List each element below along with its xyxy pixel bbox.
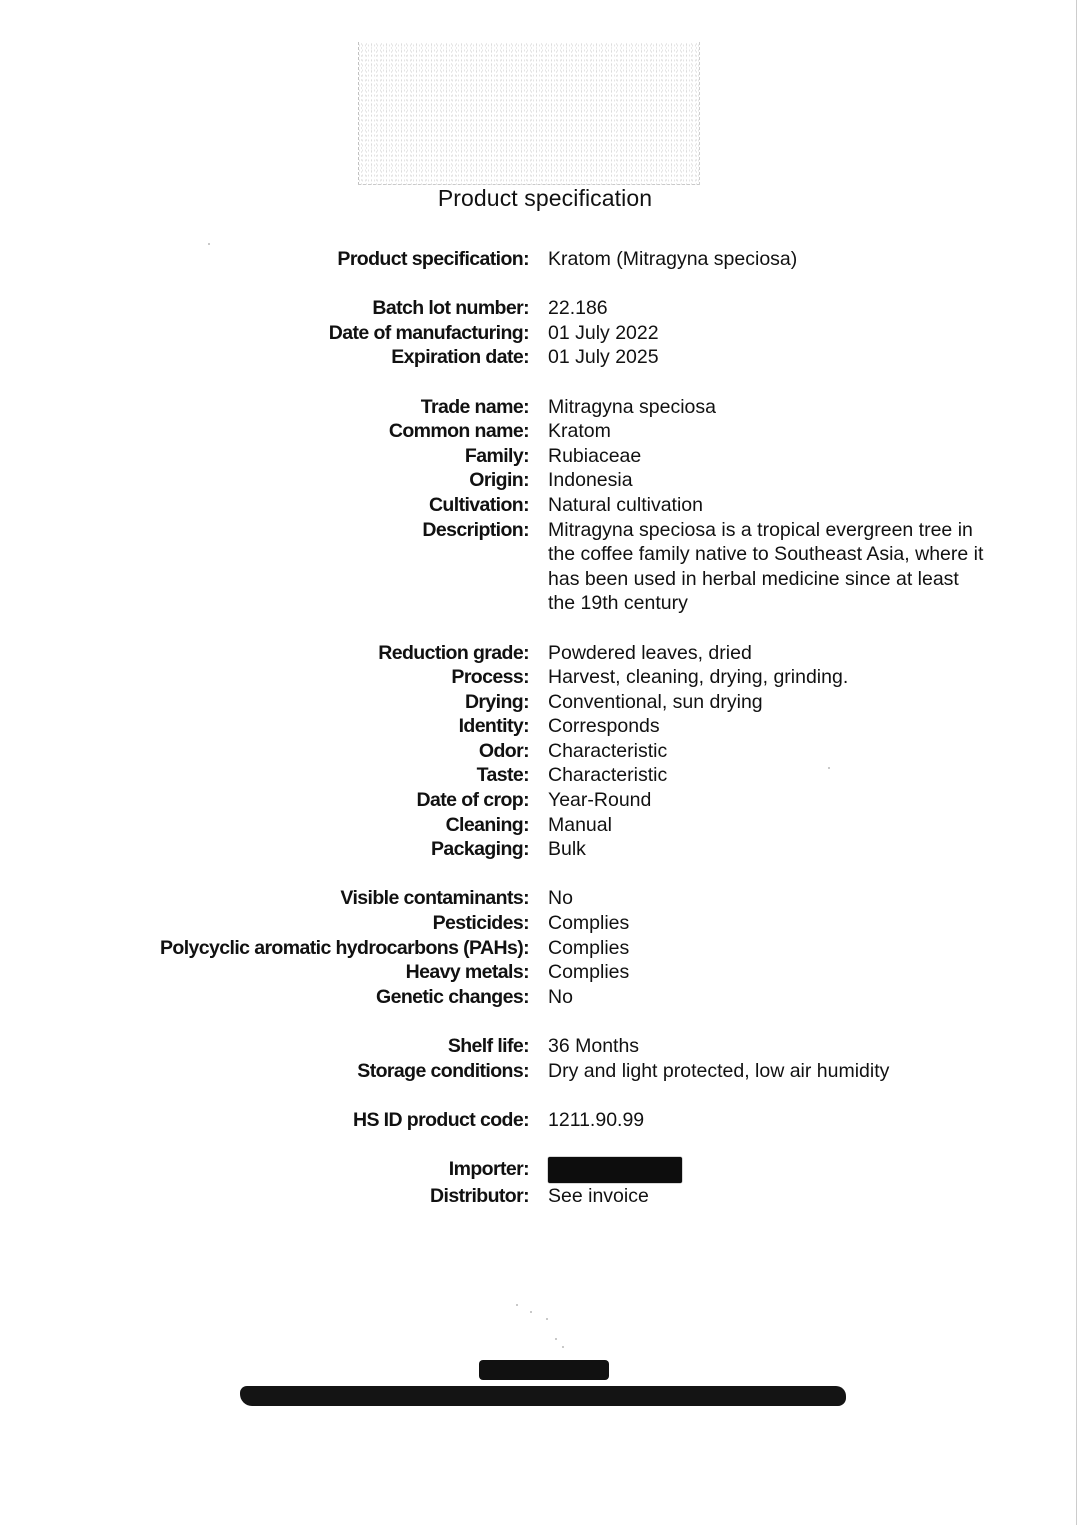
spec-value: Complies [548, 936, 630, 959]
spec-label: HS ID product code: [352, 1108, 529, 1131]
spec-value: Mitragyna speciosa [548, 395, 716, 418]
spec-label: Date of manufacturing: [328, 321, 529, 344]
spec-label: Cleaning: [445, 813, 529, 836]
spec-value: Mitragyna speciosa is a tropical evergreen tree in the coffee family native to Southeast Asia, where it has been used in herbal medicine since at least the 19th century [548, 518, 984, 615]
spec-value: Powdered leaves, dried [548, 641, 752, 664]
spec-value: Manual [548, 813, 612, 836]
spec-row [100, 641, 1000, 666]
spec-value: See invoice [548, 1184, 649, 1207]
spec-label: Common name: [388, 420, 529, 443]
spec-row [100, 788, 1000, 813]
spec-row [100, 1108, 1000, 1133]
spec-row [100, 985, 1000, 1010]
spec-label: Batch lot number: [372, 297, 529, 320]
spec-value: Characteristic [548, 764, 668, 787]
spec-row [100, 1059, 1000, 1084]
spec-row [100, 468, 1000, 493]
spec-value: Kratom [548, 420, 611, 443]
spec-label: Taste: [476, 764, 529, 787]
spec-row [100, 321, 1000, 346]
spec-row [100, 665, 1000, 690]
redacted-signature [479, 1360, 609, 1380]
spec-value: 1211.90.99 [548, 1108, 645, 1131]
spec-value: Corresponds [548, 715, 660, 738]
spec-row [100, 518, 1000, 616]
spec-row [100, 837, 1000, 862]
spec-label: Origin: [469, 469, 529, 492]
spec-value: 22.186 [548, 297, 608, 320]
spec-label: Trade name: [420, 395, 529, 418]
spec-label: Family: [464, 444, 529, 467]
spec-value: Kratom (Mitragyna speciosa) [548, 248, 798, 270]
spec-row [100, 1157, 1000, 1184]
spec-value: Natural cultivation [548, 493, 703, 516]
spec-row [100, 763, 1000, 788]
spec-value: Year-Round [548, 789, 652, 812]
spec-row [100, 395, 1000, 420]
spec-value: Dry and light protected, low air humidity [548, 1059, 890, 1082]
spec-value: Bulk [548, 838, 586, 861]
spec-row [100, 690, 1000, 715]
spec-value: Complies [548, 961, 630, 984]
spec-row [100, 345, 1000, 370]
spec-label: Shelf life: [447, 1035, 529, 1057]
spec-label: Date of crop: [416, 789, 529, 812]
spec-value: Conventional, sun drying [548, 690, 763, 713]
spec-value: Rubiaceae [548, 444, 642, 467]
spec-row [100, 1184, 1000, 1209]
spec-row [100, 419, 1000, 444]
spec-label: Identity: [458, 715, 529, 738]
spec-label: Genetic changes: [376, 985, 529, 1008]
spec-row [100, 960, 1000, 985]
spec-label: Cultivation: [428, 493, 529, 516]
spec-row [100, 739, 1000, 764]
specification-table [100, 247, 1000, 1208]
spec-value: 01 July 2022 [548, 321, 659, 344]
redacted-logo [358, 42, 700, 185]
redacted-footer [240, 1386, 846, 1406]
spec-row [100, 444, 1000, 469]
spec-value: No [548, 985, 573, 1008]
spec-value: Harvest, cleaning, drying, grinding. [548, 666, 849, 689]
spec-row [100, 296, 1000, 321]
spec-value: Indonesia [548, 469, 633, 492]
spec-label: Expiration date: [391, 346, 529, 369]
spec-label: Pesticides: [432, 912, 529, 935]
spec-label: Drying: [464, 690, 529, 713]
spec-label: Process: [451, 666, 529, 689]
redaction-block [548, 1157, 682, 1183]
spec-label: Heavy metals: [405, 961, 529, 984]
spec-label: Visible contaminants: [340, 887, 529, 910]
spec-row [100, 911, 1000, 936]
spec-label: Polycyclic aromatic hydrocarbons (PAHs): [159, 936, 529, 959]
spec-row [100, 493, 1000, 518]
spec-label: Reduction grade: [378, 641, 529, 664]
scan-edge [1076, 0, 1077, 1525]
spec-row [100, 936, 1000, 961]
spec-label: Description: [422, 518, 529, 541]
spec-value: Complies [548, 912, 630, 935]
spec-label: Packaging: [430, 838, 529, 861]
spec-row [100, 886, 1000, 911]
spec-label: Distributor: [430, 1184, 529, 1207]
document-title: Product specification [437, 185, 653, 211]
spec-value: 01 July 2025 [548, 346, 659, 369]
spec-value: 36 Months [548, 1035, 640, 1057]
spec-label: Product specification: [337, 248, 529, 270]
spec-row [100, 813, 1000, 838]
spec-row [100, 714, 1000, 739]
spec-row [100, 1034, 1000, 1059]
spec-label: Odor: [478, 739, 529, 762]
spec-label: Storage conditions: [357, 1059, 529, 1082]
spec-value: No [548, 887, 573, 910]
spec-value-redacted [548, 1157, 988, 1184]
spec-label: Importer: [448, 1157, 529, 1180]
spec-row [100, 247, 1000, 272]
spec-value: Characteristic [548, 739, 668, 762]
